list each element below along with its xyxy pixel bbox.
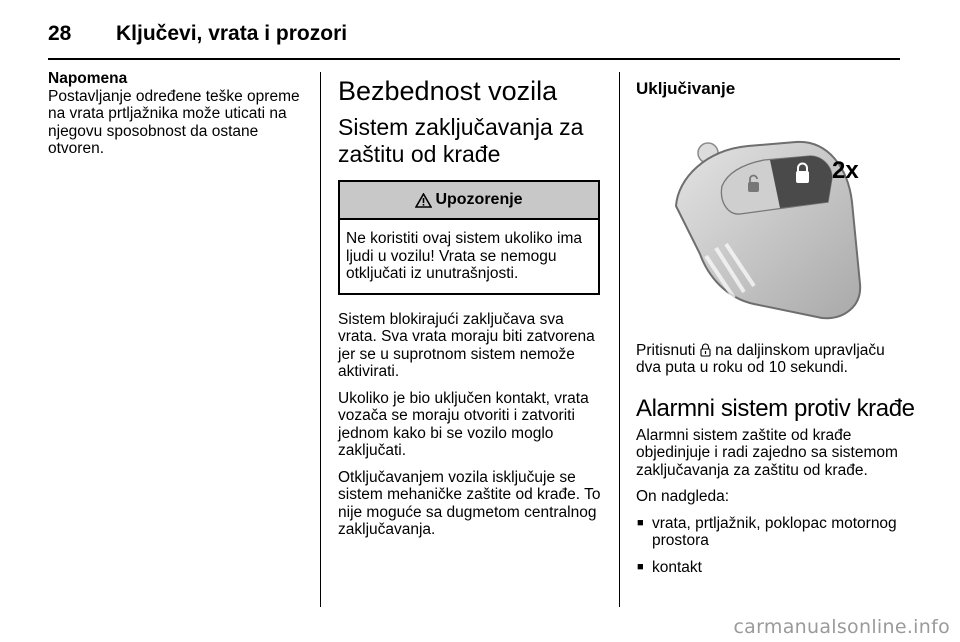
chapter-title: Ključevi, vrata i prozori [116,22,348,45]
column-1 [48,70,310,167]
monitors-intro: On nadgleda: [636,488,730,505]
section-heading: Bezbednost vozila [338,76,558,106]
car-key-fob-image [636,116,904,326]
header-divider [48,58,900,60]
warning-triangle-icon [415,193,432,208]
subsection-heading: Sistem zaključavanja za zaštitu od krađe [338,114,584,167]
note-text: Postavljanje određene teške opreme na vrata prtljažnika može uticati na njegovu sposobnost da ostane otvoren. [48,87,300,157]
column-3 [636,70,915,585]
activation-heading: Uključivanje [636,79,736,98]
warning-box [338,180,600,295]
press-twice-label: 2x [832,156,859,184]
paragraph-2: Ukoliko je bio uključen kontakt, vrata vozača se moraju otvoriti i zatvoriti jednom kako bi se vozilo moglo zaključati. [338,389,589,459]
activation-text [636,342,904,377]
note-title: Napomena [48,70,128,87]
lock-icon [700,343,711,357]
warning-text: Ne koristiti ovaj sistem ukoliko ima ljudi u vozilu! Vrata se nemogu otključati iz unutrašnjosti. [346,230,583,282]
list-item: ■ kontakt [636,559,904,577]
alarm-paragraph: Alarmni sistem zaštite od krađe objedinjuje i radi zajedno sa sistemom zaključavanja za zaštitu od krađe. [636,426,898,479]
page-header [48,18,898,58]
alarm-heading: Alarmni sistem protiv krađe [636,394,915,422]
column-divider-2 [619,72,620,607]
monitored-list [636,515,904,577]
watermark: carmanualsonline.info [733,616,950,638]
paragraph-3: Otključavanjem vozila isključuje se sistem mehaničke zaštite od krađe. To nije moguće sa dugmetom centralnog zaključavanja. [338,468,601,538]
warning-header [340,182,598,220]
activation-text-after: na daljinskom upravljaču dva puta u roku od 10 sekundi. [636,341,885,376]
page-number: 28 [48,22,72,45]
activation-text-before: Pritisnuti [636,341,696,359]
column-2 [338,70,603,548]
paragraph-1: Sistem blokirajući zaključava sva vrata. Sva vrata moraju biti zatvorena jer se u suprotnom sistem nemože aktivirati. [338,310,595,380]
warning-title: Upozorenje [435,191,523,209]
column-divider-1 [320,72,321,607]
list-item: ■ vrata, prtljažnik, poklopac motornog prostora [636,515,904,550]
